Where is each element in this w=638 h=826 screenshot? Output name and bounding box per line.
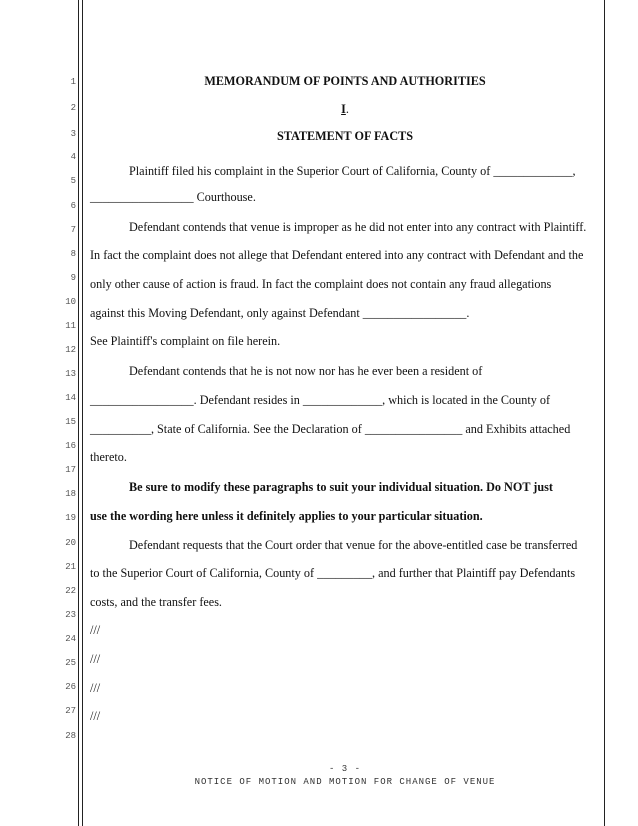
line-number: 4 — [70, 152, 76, 162]
line-number: 20 — [65, 538, 76, 548]
body-line: See Plaintiff's complaint on file herein. — [90, 334, 281, 348]
body-line: Defendant contends that he is not now nor has he ever been a resident of — [129, 364, 483, 378]
body-line: _________________ Courthouse. — [90, 190, 256, 204]
line-number: 9 — [70, 273, 76, 283]
continuation-mark: /// — [90, 652, 101, 666]
body-line: _________________. Defendant resides in _____________, which is located in the County of — [90, 393, 551, 407]
body-line: costs, and the transfer fees. — [90, 595, 222, 609]
line-number: 19 — [65, 513, 76, 523]
line-number: 6 — [70, 201, 76, 211]
line-number: 16 — [65, 441, 76, 451]
line-number: 12 — [65, 345, 76, 355]
line-number: 14 — [65, 393, 76, 403]
body-line: Defendant requests that the Court order that venue for the above-entitled case be transferred — [129, 538, 578, 552]
continuation-mark: /// — [90, 681, 101, 695]
footer-caption: NOTICE OF MOTION AND MOTION FOR CHANGE OF VENUE — [194, 777, 496, 787]
memorandum-title: MEMORANDUM OF POINTS AND AUTHORITIES — [204, 74, 486, 88]
line-number: 26 — [65, 682, 76, 692]
body-line: only other cause of action is fraud. In fact the complaint does not contain any fraud allegations — [90, 277, 552, 291]
line-number: 8 — [70, 249, 76, 259]
line-number: 10 — [65, 297, 76, 307]
body-line: to the Superior Court of California, County of _________, and further that Plaintiff pay Defendants — [90, 566, 576, 580]
line-number: 15 — [65, 417, 76, 427]
line-number: 21 — [65, 562, 76, 572]
body-line: thereto. — [90, 450, 127, 464]
page-number: - 3 - — [328, 764, 361, 774]
instruction-line: use the wording here unless it definitely applies to your particular situation. — [90, 509, 483, 523]
line-number: 23 — [65, 610, 76, 620]
instruction-line: Be sure to modify these paragraphs to suit your individual situation. Do NOT just — [129, 480, 553, 494]
line-number: 18 — [65, 489, 76, 499]
body-line: __________, State of California. See the Declaration of ________________ and Exhibits attached — [90, 422, 571, 436]
section-title: STATEMENT OF FACTS — [276, 129, 414, 143]
line-number: 28 — [65, 731, 76, 741]
body-line: Plaintiff filed his complaint in the Superior Court of California, County of _____________, — [129, 164, 576, 178]
left-margin-rule-inner — [82, 0, 83, 826]
section-roman-numeral: I — [341, 102, 346, 116]
body-line: In fact the complaint does not allege that Defendant entered into any contract with Defendant and the — [90, 248, 584, 262]
line-number: 27 — [65, 706, 76, 716]
line-number: 11 — [65, 321, 76, 331]
continuation-mark: /// — [90, 709, 101, 723]
line-number: 17 — [65, 465, 76, 475]
left-margin-rule — [78, 0, 79, 826]
line-number: 7 — [70, 225, 76, 235]
section-period: . — [345, 102, 349, 116]
line-number: 13 — [65, 369, 76, 379]
continuation-mark: /// — [90, 623, 101, 637]
line-number: 5 — [70, 176, 76, 186]
line-number: 1 — [70, 77, 76, 87]
line-number: 24 — [65, 634, 76, 644]
section-number — [90, 101, 600, 117]
right-margin-rule — [604, 0, 605, 826]
line-number: 22 — [65, 586, 76, 596]
line-number: 2 — [70, 103, 76, 113]
line-number: 25 — [65, 658, 76, 668]
body-line: against this Moving Defendant, only against Defendant _________________. — [90, 306, 470, 320]
body-line: Defendant contends that venue is improper as he did not enter into any contract with Plaintiff. — [129, 220, 587, 234]
line-number: 3 — [70, 129, 76, 139]
